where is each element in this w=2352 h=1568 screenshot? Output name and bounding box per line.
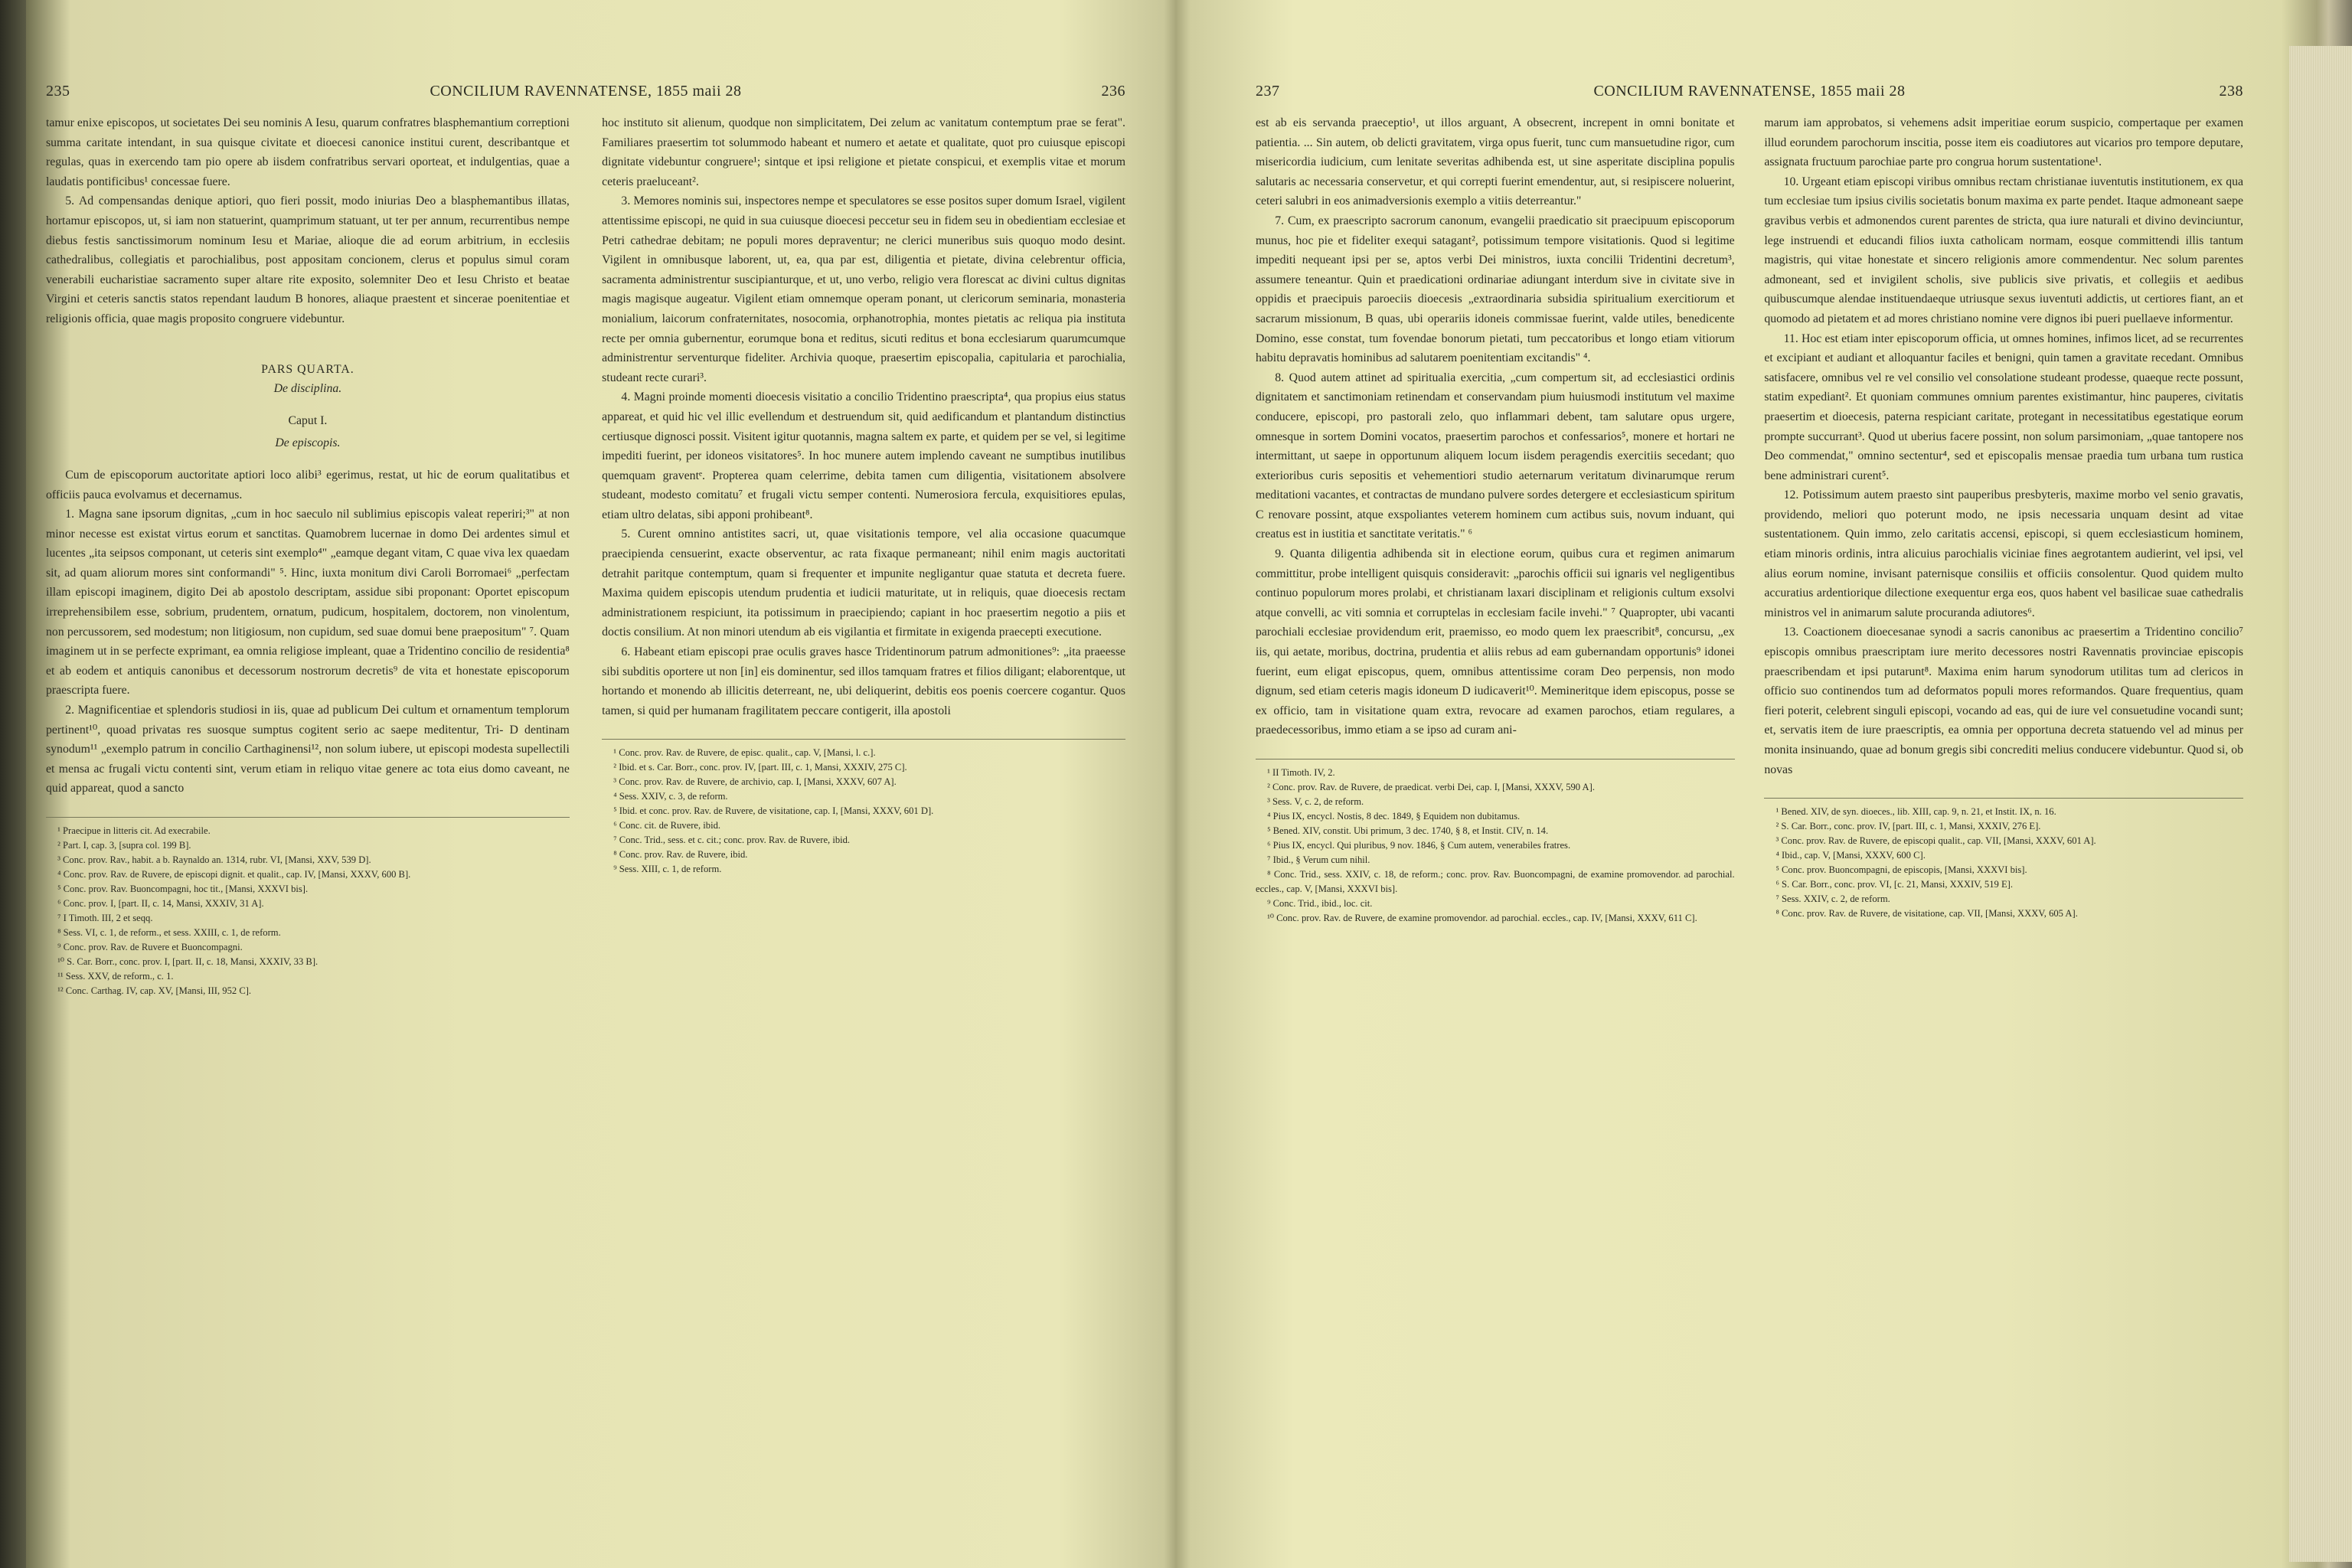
footnote: ⁶ Pius IX, encycl. Qui pluribus, 9 nov. 1846, § Cum autem, venerabiles fratres. — [1267, 840, 1571, 851]
footnote: ⁵ Ibid. et conc. prov. Rav. de Ruvere, de visitatione, cap. I, [Mansi, XXXV, 601 D]. — [613, 805, 934, 817]
footnote: ⁴ Sess. XXIV, c. 3, de reform. — [613, 791, 728, 802]
footnote: ¹¹ Sess. XXV, de reform., c. 1. — [57, 971, 174, 982]
footnote: ³ Conc. prov. Rav., habit. a b. Raynaldo an. 1314, rubr. VI, [Mansi, XXV, 539 D]. — [57, 854, 371, 865]
footnote: ⁶ S. Car. Borr., conc. prov. VI, [c. 21, Mansi, XXXIV, 519 E]. — [1775, 879, 2013, 890]
paragraph: 4. Magni proinde momenti dioecesis visitatio a concilio Tridentino praescripta⁴, qua propius eius status appareat, et quid hic vel illic evellendum et destruendum sit, quid aedificandum et plantandum distinctius certiusque dignosci possit. Visitent igitur quotannis, magna saltem ex parte, et quidem per se vel, si legitime impediti fuerint, per idoneos visitatores⁵. In hoc munere autem implendo caveant ne sumptibus inutilibus quemquam graventᵉ. Propterea quam celerrime, debita tamen cum diligentia, visitationem absolvere studeant, modesto comitatu⁷ et frugali victu semper contenti. Numerosiora fercula, exquisitiores epulas, etiam ultro delatas, sibi apponi prohibeant⁸. — [602, 390, 1125, 521]
footnote: ¹ Bened. XIV, de syn. dioeces., lib. XIII, cap. 9, n. 21, et Instit. IX, n. 16. — [1775, 806, 2056, 818]
footnote: ⁷ I Timoth. III, 2 et seqq. — [57, 913, 153, 923]
footnote: ¹⁰ S. Car. Borr., conc. prov. I, [part. II, c. 18, Mansi, XXXIV, 33 B]. — [57, 956, 318, 967]
footnote: ⁷ Sess. XXIV, c. 2, de reform. — [1775, 893, 1890, 905]
paragraph: 5. Ad compensandas denique aptiori, quo fieri possit, modo iniurias Deo a blasphemantibus illatas, hortamur episcopos, ut, si iam non statuerint, quamprimum statuant, ut ter per annum, recurrentibus nempe diebus festis sanctissimorum nominum Iesu et Mariae, alioque die ad eorum arbitrium, in ecclesiis cathedralibus, collegiatis et parochialibus, post appositam concionem, clerus et populus simul coram venerabili eucharistiae sacramento super altare rite exposito, solemniter Deo et Iesu Christo et beatae Virgini et ceteris sanctis statos rependant laudum B honores, aliaque praestent et sincerae poenitentiae et religionis officia, quae magis proposito congruere videbuntur. — [46, 194, 570, 325]
chapter-subtitle: De episcopis. — [275, 436, 341, 450]
paragraph: 11. Hoc est etiam inter episcoporum officia, ut omnes homines, infimos licet, ad se recurrentes et excipiant et audiant et alloquantur faciles et benigni, quin tamen a gravitate recedant. Omnibus satisfacere, omnibus vel re vel consilio vel consolatione studeant prodesse, quaeque recte possunt, statim expediant². Et quoniam communes omnium parentes existimantur, hinc pauperes, civitatis praesertim et dioecesis, paterna respiciant caritate, protegant in necessitatibus egestatique eorum prompte succurrant³. Quod ut uberius facere possint, non solum parsimoniam, „quae tantopere nos Deo commendat," omnino sectentur⁴, sed et episcopalis mensae praedia tum urbana tum rustica bene administrari curent⁵. — [1764, 332, 2243, 482]
footnote: ⁵ Conc. prov. Rav. Buoncompagni, hoc tit., [Mansi, XXXVI bis]. — [57, 884, 309, 894]
paragraph: Cum de episcoporum auctoritate aptiori loco alibi³ egerimus, restat, ut hic de eorum qualitatibus et officiis pauca evolvamus et decernamus. — [46, 468, 570, 501]
footnote: ⁵ Bened. XIV, constit. Ubi primum, 3 dec. 1740, § 8, et Instit. CIV, n. 14. — [1267, 825, 1549, 836]
paragraph: 10. Urgeant etiam episcopi viribus omnibus rectam christianae iuventutis institutionem, ex qua tum ecclesiae tum ipsius civilis societatis bonum maxima ex parte pendet. Itaque admoneant saepe gravibus verbis et admonendos curent parentes de stricta, qua iure naturali et divino devinciuntur, lege instruendi et educandi filios iuxta catholicam normam, eosque committendi illis tantum magistris, qui vitae honestate et sincero religionis amore commendentur. Nec solum parentes admoneant, sed et invigilent scholis, sive publicis sive privatis, et collegiis et aedibus quibuscumque alendae instituendaeque utriusque sexus iuventuti addictis, ut certiores fiant, an et quomodo ad pietatem et ad mores christiano nomine vere dignos ibi pueri puellaeve informentur. — [1764, 175, 2243, 325]
footnotes — [1764, 798, 2243, 921]
page-number: 236 — [1101, 83, 1125, 100]
paragraph: 5. Curent omnino antistites sacri, ut, quae visitationis tempore, vel alia occasione quacumque praecipienda censuerint, exacte observentur, ac rata fixaque permaneant; nihil enim magis auctoritati detrahit paritque contemptum, quam si frequenter et impunite negligantur quae statuta et decreta fuere. Maxima quidem episcopis utendum prudentia et iudicii maturitate, ut in reliquis, quae dioecesis rectam administrationem respiciunt, ita potissimum in praecipiendo; capiant in hoc praesertim negotio a piis et doctis consilium. At non minori utendum ab eis vigilantia et firmitate in exigenda praecepti executione. — [602, 528, 1125, 639]
page-stack-edge — [2289, 46, 2352, 1562]
chapter-title: Caput I. — [288, 413, 328, 427]
footnote: ⁸ Conc. prov. Rav. de Ruvere, ibid. — [613, 849, 748, 861]
footnote: ³ Sess. V, c. 2, de reform. — [1267, 796, 1364, 807]
section-title: PARS QUARTA. — [261, 362, 354, 376]
right-page — [1256, 0, 2243, 1568]
footnote: ⁹ Conc. prov. Rav. de Ruvere et Buoncompagni. — [57, 942, 243, 952]
footnote: ⁸ Conc. Trid., sess. XXIV, c. 18, de reform.; conc. prov. Rav. Buoncompagni, de examine promovendor. ad parochial. eccles., cap. V, [Mansi, XXXVI bis]. — [1256, 869, 1735, 894]
paragraph: hoc instituto sit alienum, quodque non simplicitatem, Dei zelum ac vanitatum contemptum prae se ferat". Familiares praesertim tot solummodo habeant et numero et aetate et qualitate, quot pro cuiusque episcopi dignitate videbuntur congruere¹; sintque et ipsi religione et pietate conspicui, et exemplis vitae et morum ceteris praeluceant². — [602, 116, 1125, 188]
footnote: ⁷ Conc. Trid., sess. et c. cit.; conc. prov. Rav. de Ruvere, ibid. — [613, 835, 851, 846]
paragraph: 8. Quod autem attinet ad spiritualia exercitia, „cum compertum sit, ad ecclesiastici ordinis dignitatem et sanctimoniam retinendam et conservandam pium huiusmodi institutum vel maxime conducere, episcopi, pro pastorali zelo, quo inflammari debent, tam salutare opus urgere, omnesque in sortem Domini vocatos, praesertim parochos et confessarios⁵, monere et hortari ne intermittant, ut saepe in opportunum aliquem locum iisdem peragendis exercitiis secedant; quo exterioribus curis sepositis et vehementiori studio aeternarum veritatum divinarumque rerum meditationi vacantes, et contractas de mundano pulvere sordes detergere et ecclesiasticum spiritum C renovare possint, atque exspoliantes veterem hominem cum actibus suis, novum induant, qui creatus est in iustitia et sanctitate veritatis." ⁶ — [1256, 371, 1735, 541]
footnote: ⁴ Pius IX, encycl. Nostis, 8 dec. 1849, § Equidem non dubitamus. — [1267, 811, 1521, 822]
paragraph: 13. Coactionem dioecesanae synodi a sacris canonibus ac praesertim a Tridentino concilio⁷ episcopis omnibus praescriptam iure merito decessores nostri Ravennatis provinciae episcopis praescribendam et ipsi putarunt⁸. Maxima enim harum synodorum utilitas tum ad clericos in officio suo continendos tum ad deformatos populi mores reformandos. Quare frequentius, quam fieri poterit, celebrent singuli episcopi, vocando ad eas, qui de iure vel consuetudine vocandi sunt; et, servatis item de iure praescriptis, ea omnia per opportuna decreta statuendo vel ad minus per monita insinuando, quae ad bonum gregis sibi concrediti melius conducere videbuntur. Quod si, ob novas — [1764, 626, 2243, 776]
footnote: ² S. Car. Borr., conc. prov. IV, [part. III, c. 1, Mansi, XXXIV, 276 E]. — [1775, 821, 2041, 832]
footnote: ² Part. I, cap. 3, [supra col. 199 B]. — [57, 840, 191, 851]
running-title: CONCILIUM RAVENNATENSE, 1855 maii 28 — [430, 83, 742, 100]
footnote: ⁶ Conc. cit. de Ruvere, ibid. — [613, 820, 721, 831]
paragraph: 3. Memores nominis sui, inspectores nempe et speculatores se esse positos super domum Israel, vigilent attentissime episcopi, ne quid in sua cuiusque dioecesi peccetur seu in fidem seu in obedientiam ecclesiae et Petri cathedrae debitam; ne populi mores depraventur; ne clerici muneribus suis quoquo modo desint. Vigilent in omnibusque laborent, ut, ea, qua par est, diligentia et pietate, divina celebrentur officia, sacramenta administrentur suscipianturque, et ut, uno verbo, religio vera florescat ac divini cultus dignitas magis magisque augeatur. Vigilent etiam omnemque operam ponant, ut clericorum seminaria, monasteria monialium, laicorum confraternitates, nosocomia, orphanotrophia, montes pietatis ac reliqua pia instituta recte per omnia gubernentur, eorumque bona et reditus, sicuti reditus et bona ecclesiarum quarumcumque administrentur serventurque fideliter. Archivia quoque, praesertim episcopalia, capitularia et parochialia, studeant recte curari³. — [602, 194, 1125, 384]
footnote: ⁷ Ibid., § Verum cum nihil. — [1267, 854, 1370, 865]
text-column — [1256, 113, 1735, 1522]
paragraph: marum iam approbatos, si vehemens adsit imperitiae eorum suspicio, compertaque per examen illud eorundem parochorum inscitia, posse item eis coadiutores aut vicarios pro tempore deputare, assignata fructuum parochiae parte pro congrua horum sustentatione¹. — [1764, 116, 2243, 169]
footnotes — [46, 817, 570, 998]
footnote: ⁴ Ibid., cap. V, [Mansi, XXXV, 600 C]. — [1775, 850, 1926, 861]
paragraph: 1. Magna sane ipsorum dignitas, „cum in hoc saeculo nil sublimius episcopis valeat reperiri;³" at non minor necesse est existat virtus eorum et sanctitas. Quamobrem lucernae in domo Dei ardentes simul et lucentes „ita seipsos componant, ut ceteris sint exemplo⁴" „eamque degant vitam, C quae viva lex quaedam sit, ad quam aliorum mores sint conformandi" ⁵. Hinc, iuxta monitum divi Caroli Borromaei⁶ „perfectam illam episcopi imaginem, digito Dei ab apostolo descriptam, assidue sibi proponant: Oportet episcopum irreprehensibilem esse, sobrium, prudentem, ornatum, pudicum, hospitalem, doctorem, non vinolentum, non percussorem, sed modestum; non litigiosum, non cupidum, sed suae domui bene praepositum" ⁷. Quam imaginem ut in se perfecte exprimant, ea omnia religiose impleant, quae a Tridentino concilio de residentia⁸ et ab eodem et antiquis canonibus et decessorum nostrorum decretis⁹ de vita et honestate episcoporum praescripta fuere. — [46, 508, 570, 697]
footnote: ⁸ Sess. VI, c. 1, de reform., et sess. XXIII, c. 1, de reform. — [57, 927, 281, 938]
text-column — [602, 113, 1125, 1522]
footnote: ¹ II Timoth. IV, 2. — [1267, 767, 1335, 778]
left-page — [46, 0, 1125, 1568]
page-number: 238 — [2219, 83, 2243, 100]
footnote: ² Ibid. et s. Car. Borr., conc. prov. IV, [part. III, c. 1, Mansi, XXXIV, 275 C]. — [613, 762, 907, 773]
footnote: ¹⁰ Conc. prov. Rav. de Ruvere, de examine promovendor. ad parochial. eccles., cap. IV, [Mansi, XXXV, 611 C]. — [1267, 913, 1697, 923]
page-number: 237 — [1256, 83, 1280, 100]
footnote: ⁹ Sess. XIII, c. 1, de reform. — [613, 864, 722, 875]
running-header — [46, 83, 1125, 106]
paragraph: 9. Quanta diligentia adhibenda sit in electione eorum, quibus cura et regimen animarum committitur, probe intelligent quisquis consideravit: „parochis officii sui ignaris vel negligentibus continuo populorum mores prolabi, et christianam laxari disciplinam et religionis cultum exsolvi atque convelli, ac viti somnia et corruptelas in ecclesiam facile invehi." ⁷ Quapropter, ubi vacanti parochiali ecclesiae providendum erit, praemisso, eo modo quem lex praescribit⁸, concursu, „ex iis, qui aetate, moribus, doctrina, prudentia et aliis rebus ad eam gubernandam opportunis⁹ idonei fuerint, eum eligat episcopus, quem, omnibus attentissime coram Deo perpensis, non modo dignum, sed etiam ceteris magis idoneum D iudicaverit¹⁰. Memineritque idem episcopus, posse se ex officio, tam in visitatione quam extra, revocare ad examen parochos, etiam regulares, a praedecessoribus, immo etiam a se ipso ad curam ani- — [1256, 547, 1735, 737]
footnote: ⁸ Conc. prov. Rav. de Ruvere, de visitatione, cap. VII, [Mansi, XXXV, 605 A]. — [1775, 908, 2078, 920]
footnote: ¹ Conc. prov. Rav. de Ruvere, de episc. qualit., cap. V, [Mansi, l. c.]. — [613, 747, 876, 759]
text-column — [46, 113, 570, 1522]
paragraph: 7. Cum, ex praescripto sacrorum canonum, evangelii praedicatio sit praecipuum episcoporum munus, hoc pie et fideliter exequi satagant², potissimum tempore visitationis. Quod si legitime impediti nequeant ipsi per se, aptos verbi Dei ministros, iuxta concilii Tridentini decretum³, assumere teneantur. Quin et praedicationi ordinariae adiungant interdum sive in civitate sive in oppidis et praecipuis paroeciis dioecesis „extraordinaria subsidia spiritualium exercitiorum et sacrarum missionum, B quas, ubi operariis idoneis commissae fuerint, valde utiles, benedicente Domino, esse constat, tum fovendae bonorum pietati, tum peccatoribus et longo etiam vitiorum habitu depravatis hominibus ad salutarem poenitentiam excitandis" ⁴. — [1256, 214, 1735, 365]
footnotes — [602, 739, 1125, 877]
paragraph: tamur enixe episcopos, ut societates Dei seu nominis A Iesu, quarum confratres blasphemantium correptioni summa caritate intendant, in sua quisque civitate et dioecesi canonice institui curent, describantque et regulas, quas in exercendo tam pio opere ab iisdem confratribus servari oporteat, et indulgentias, quae a laudatis pontificibus¹ concessae fuere. — [46, 116, 570, 188]
footnote: ³ Conc. prov. Rav. de Ruvere, de archivio, cap. I, [Mansi, XXXV, 607 A]. — [613, 776, 897, 788]
footnote: ³ Conc. prov. Rav. de Ruvere, de episcopi qualit., cap. VII, [Mansi, XXXV, 601 A]. — [1775, 835, 2096, 847]
footnote: ⁵ Conc. prov. Buoncompagni, de episcopis, [Mansi, XXXVI bis]. — [1775, 864, 2027, 876]
binding-shadow — [0, 0, 26, 1568]
footnote: ⁹ Conc. Trid., ibid., loc. cit. — [1267, 898, 1373, 909]
footnote: ⁴ Conc. prov. Rav. de Ruvere, de episcopi dignit. et qualit., cap. IV, [Mansi, XXXV, 600 B]. — [57, 869, 411, 880]
running-title: CONCILIUM RAVENNATENSE, 1855 maii 28 — [1593, 83, 1906, 100]
footnote: ¹ Praecipue in litteris cit. Ad execrabile. — [57, 825, 211, 836]
paragraph: 12. Potissimum autem praesto sint pauperibus presbyteris, maxime morbo vel senio gravatis, providendo, meliori quo poterunt modo, ne ipsis necessaria unquam desint ad vitae sustentationem. Quin immo, zelo caritatis accensi, episcopi, si quem ecclesiasticum hominem, etiam minoris ordinis, intra alicuius parochialis viciniae fines aegrotantem audierint, vel ipsi, vel alius eorum nomine, invisant paternisque consiliis et officiis consolentur. Quod quidem multo accuratius ardentiorique dilectione exequentur erga eos, quos habent vel basilicae suae cathedralis ministros vel in animarum salute procuranda adiutores⁶. — [1764, 488, 2243, 619]
footnote: ² Conc. prov. Rav. de Ruvere, de praedicat. verbi Dei, cap. I, [Mansi, XXXV, 590 A]. — [1267, 782, 1595, 792]
paragraph: 6. Habeant etiam episcopi prae oculis graves hasce Tridentinorum patrum admonitiones⁹: „ita praeesse sibi subditis oportere ut non [in] eis dominentur, sed illos tamquam fratres et filios diligant; elaborentque, ut hortando et monendo ab illicitis deterreant, ne, ubi deliquerint, debitis eos poenis coercere cogantur. Quos tamen, si quid per humanam fragilitatem peccare contigerit, illa apostoli — [602, 645, 1125, 717]
running-header — [1256, 83, 2243, 106]
footnote: ¹² Conc. Carthag. IV, cap. XV, [Mansi, III, 952 C]. — [57, 985, 252, 996]
section-subtitle: De disciplina. — [273, 382, 342, 396]
paragraph: est ab eis servanda praeceptio¹, ut illos arguant, A obsecrent, increpent in omni bonitate et patientia. ... Sin autem, ob delicti gravitatem, virga opus fuerit, tunc cum mansuetudine rigor, cum misericordia iudicium, cum lenitate severitas adhibenda est, ut sine asperitate disciplina populis salutaris ac necessaria conservetur, et qui correpti fuerint emendentur, aut, si resipiscere noluerint, ceteri salubri in eos animadversionis exemplo a vitiis deterreantur." — [1256, 116, 1735, 208]
paragraph: 2. Magnificentiae et splendoris studiosi in iis, quae ad publicum Dei cultum et ornamentum templorum pertinent¹⁰, quoad privatas res suosque sumptus cogitent serio ac saepe meditentur, Tri- D dentinam synodum¹¹ „exemplo patrum in concilio Carthaginensi¹², non solum iubere, ut episcopi modesta supellectili et mensa ac frugali victu contenti sint, verum etiam in reliquo vitae genere ac tota eius domo caveant, ne quid appareat, quod a sancto — [46, 704, 570, 795]
footnote: ⁶ Conc. prov. I, [part. II, c. 14, Mansi, XXXIV, 31 A]. — [57, 898, 264, 909]
footnotes — [1256, 759, 1735, 926]
text-column — [1764, 113, 2243, 1522]
page-number: 235 — [46, 83, 70, 100]
